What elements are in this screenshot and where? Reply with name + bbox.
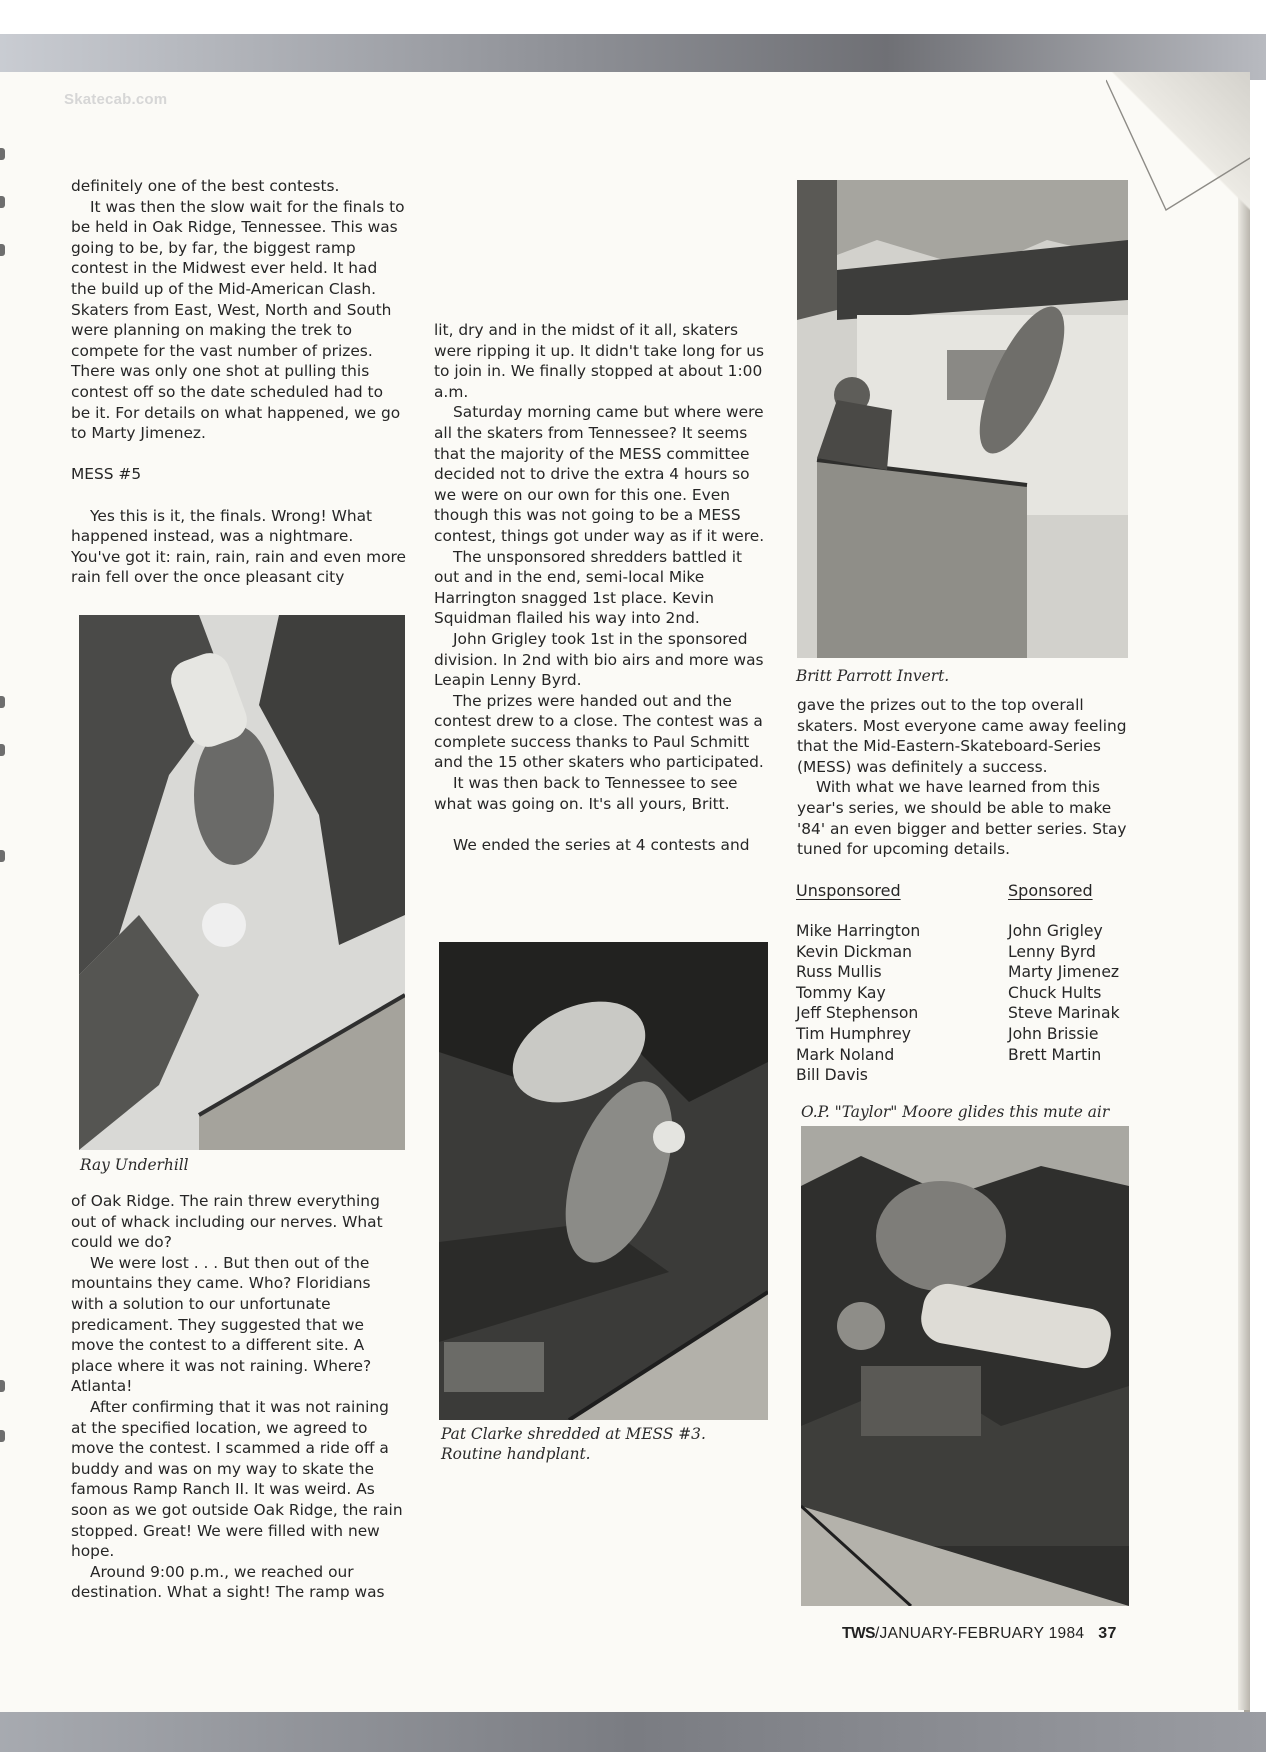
- column2-text: [434, 320, 770, 855]
- paragraph: definitely one of the best contests.: [71, 177, 340, 195]
- sponsored-list: [1008, 921, 1138, 1065]
- paragraph: We ended the series at 4 contests and: [453, 835, 750, 854]
- photo-ray-underhill: [79, 615, 405, 1150]
- page-number: 37: [1098, 1625, 1117, 1642]
- list-item: Jeff Stephenson: [796, 1004, 919, 1023]
- list-item: Chuck Hults: [1008, 983, 1102, 1002]
- paragraph: of Oak Ridge. The rain threw everything out of whack including our nerves. What could we do?: [71, 1192, 383, 1252]
- paragraph: We were lost . . . But then out of the mountains they came. Who? Floridians with a solution to our unfortunate predicament. They suggested that we move the contest to a different site. A place where it was not raining. Where? Atlanta!: [71, 1253, 372, 1396]
- list-item: Kevin Dickman: [796, 942, 913, 961]
- paragraph: It was then the slow wait for the finals to be held in Oak Ridge, Tennessee. This was going to be, by far, the biggest ramp contest in the Midwest ever held. It had the build up of the Mid-American Clash. Skaters from East, West, North and South were planning on making the trek to compete for the vast number of prizes. There was only one shot at pulling this contest off so the date scheduled had to be it. For details on what happened, we go to Marty Jimenez.: [71, 197, 405, 443]
- list-item: Steve Marinak: [1008, 1004, 1120, 1023]
- list-item: Marty Jimenez: [1008, 963, 1120, 982]
- paragraph: gave the prizes out to the top overall skaters. Most everyone came away feeling that the Mid-Eastern-Skateboard-Series (MESS) was definitely a success.: [797, 696, 1127, 776]
- paragraph: The prizes were handed out and the contest drew to a close. The contest was a complete success thanks to Paul Schmitt and the 15 other skaters who participated.: [434, 691, 764, 772]
- photo-britt-parrott-art: [797, 180, 1128, 658]
- paragraph: Saturday morning came but where were all the skaters from Tennessee? It seems that the majority of the MESS committee decided not to drive the extra 4 hours so we were on our own for this one. Even though this was not going to be a MESS contest, things got under way as if it were.: [434, 403, 765, 545]
- scan-margin-bottom: [0, 1712, 1266, 1752]
- list-item: Mike Harrington: [796, 922, 921, 940]
- watermark: Skatecab.com: [64, 91, 168, 108]
- list-item: Mark Noland: [796, 1045, 895, 1064]
- sponsored-heading: Sponsored: [1008, 881, 1093, 900]
- column1-bottom-text: [71, 1191, 407, 1603]
- photo-taylor-moore-art: [801, 1126, 1129, 1606]
- section-heading: MESS #5: [71, 465, 142, 484]
- paragraph: It was then back to Tennessee to see what was going on. It's all yours, Britt.: [434, 774, 738, 813]
- paragraph: The unsponsored shredders battled it out and in the end, semi-local Mike Harrington snagged 1st place. Kevin Squidman flailed his way into 2nd.: [434, 547, 743, 628]
- paragraph: After confirming that it was not raining at the specified location, we agreed to move the contest. I scammed a ride off a buddy and was on my way to skate the famous Ramp Ranch II. It was weird. As soon as we got outside Oak Ridge, the rain stopped. Great! We were filled with new hope.: [71, 1397, 403, 1561]
- unsponsored-list: [796, 921, 996, 1086]
- list-item: Russ Mullis: [796, 963, 882, 982]
- paragraph: Around 9:00 p.m., we reached our destination. What a sight! The ramp was: [71, 1562, 385, 1602]
- photo-taylor-moore: [801, 1126, 1129, 1606]
- page-edge: [1238, 90, 1250, 1710]
- list-item: Bill Davis: [796, 1066, 868, 1085]
- photo-pat-clarke: [439, 942, 768, 1420]
- photo-caption-britt-parrott: Britt Parrott Invert.: [796, 667, 950, 685]
- paragraph: With what we have learned from this year's series, we should be able to make '84' an even bigger and better series. Stay tuned for upcoming details.: [797, 778, 1127, 859]
- list-item: Tommy Kay: [796, 983, 886, 1002]
- issue-date: /JANUARY-FEBRUARY 1984: [874, 1625, 1085, 1642]
- list-item: John Brissie: [1008, 1024, 1099, 1043]
- unsponsored-heading: Unsponsored: [796, 881, 901, 900]
- photo-caption-ray-underhill: Ray Underhill: [80, 1156, 189, 1174]
- paragraph: Yes this is it, the finals. Wrong! What happened instead, was a nightmare. You've got it: rain, rain, rain and even more rain fell over the once pleasant city: [71, 506, 406, 587]
- list-item: Lenny Byrd: [1008, 942, 1096, 961]
- paragraph: lit, dry and in the midst of it all, skaters were ripping it up. It didn't take long for us to join in. We finally stopped at about 1:00 a.m.: [434, 321, 765, 401]
- photo-britt-parrott: [797, 180, 1128, 658]
- caption-line: Routine handplant.: [441, 1445, 591, 1463]
- photo-pat-clarke-art: [439, 942, 768, 1420]
- publication-logo: TWS: [842, 1625, 875, 1642]
- photo-caption-taylor-moore: O.P. "Taylor" Moore glides this mute air: [801, 1103, 1110, 1121]
- page-footer: [842, 1625, 1117, 1643]
- paragraph: John Grigley took 1st in the sponsored division. In 2nd with bio airs and more was Leapin Lenny Byrd.: [434, 629, 764, 690]
- list-item: Brett Martin: [1008, 1045, 1102, 1064]
- scan-margin-top: [0, 0, 1266, 34]
- list-item: John Grigley: [1008, 922, 1103, 940]
- column1-top-text: [71, 176, 407, 588]
- photo-caption-pat-clarke: [441, 1424, 706, 1464]
- list-item: Tim Humphrey: [796, 1024, 911, 1043]
- column3-text: [797, 695, 1131, 860]
- caption-line: Pat Clarke shredded at MESS #3.: [441, 1425, 706, 1443]
- photo-ray-underhill-art: [79, 615, 405, 1150]
